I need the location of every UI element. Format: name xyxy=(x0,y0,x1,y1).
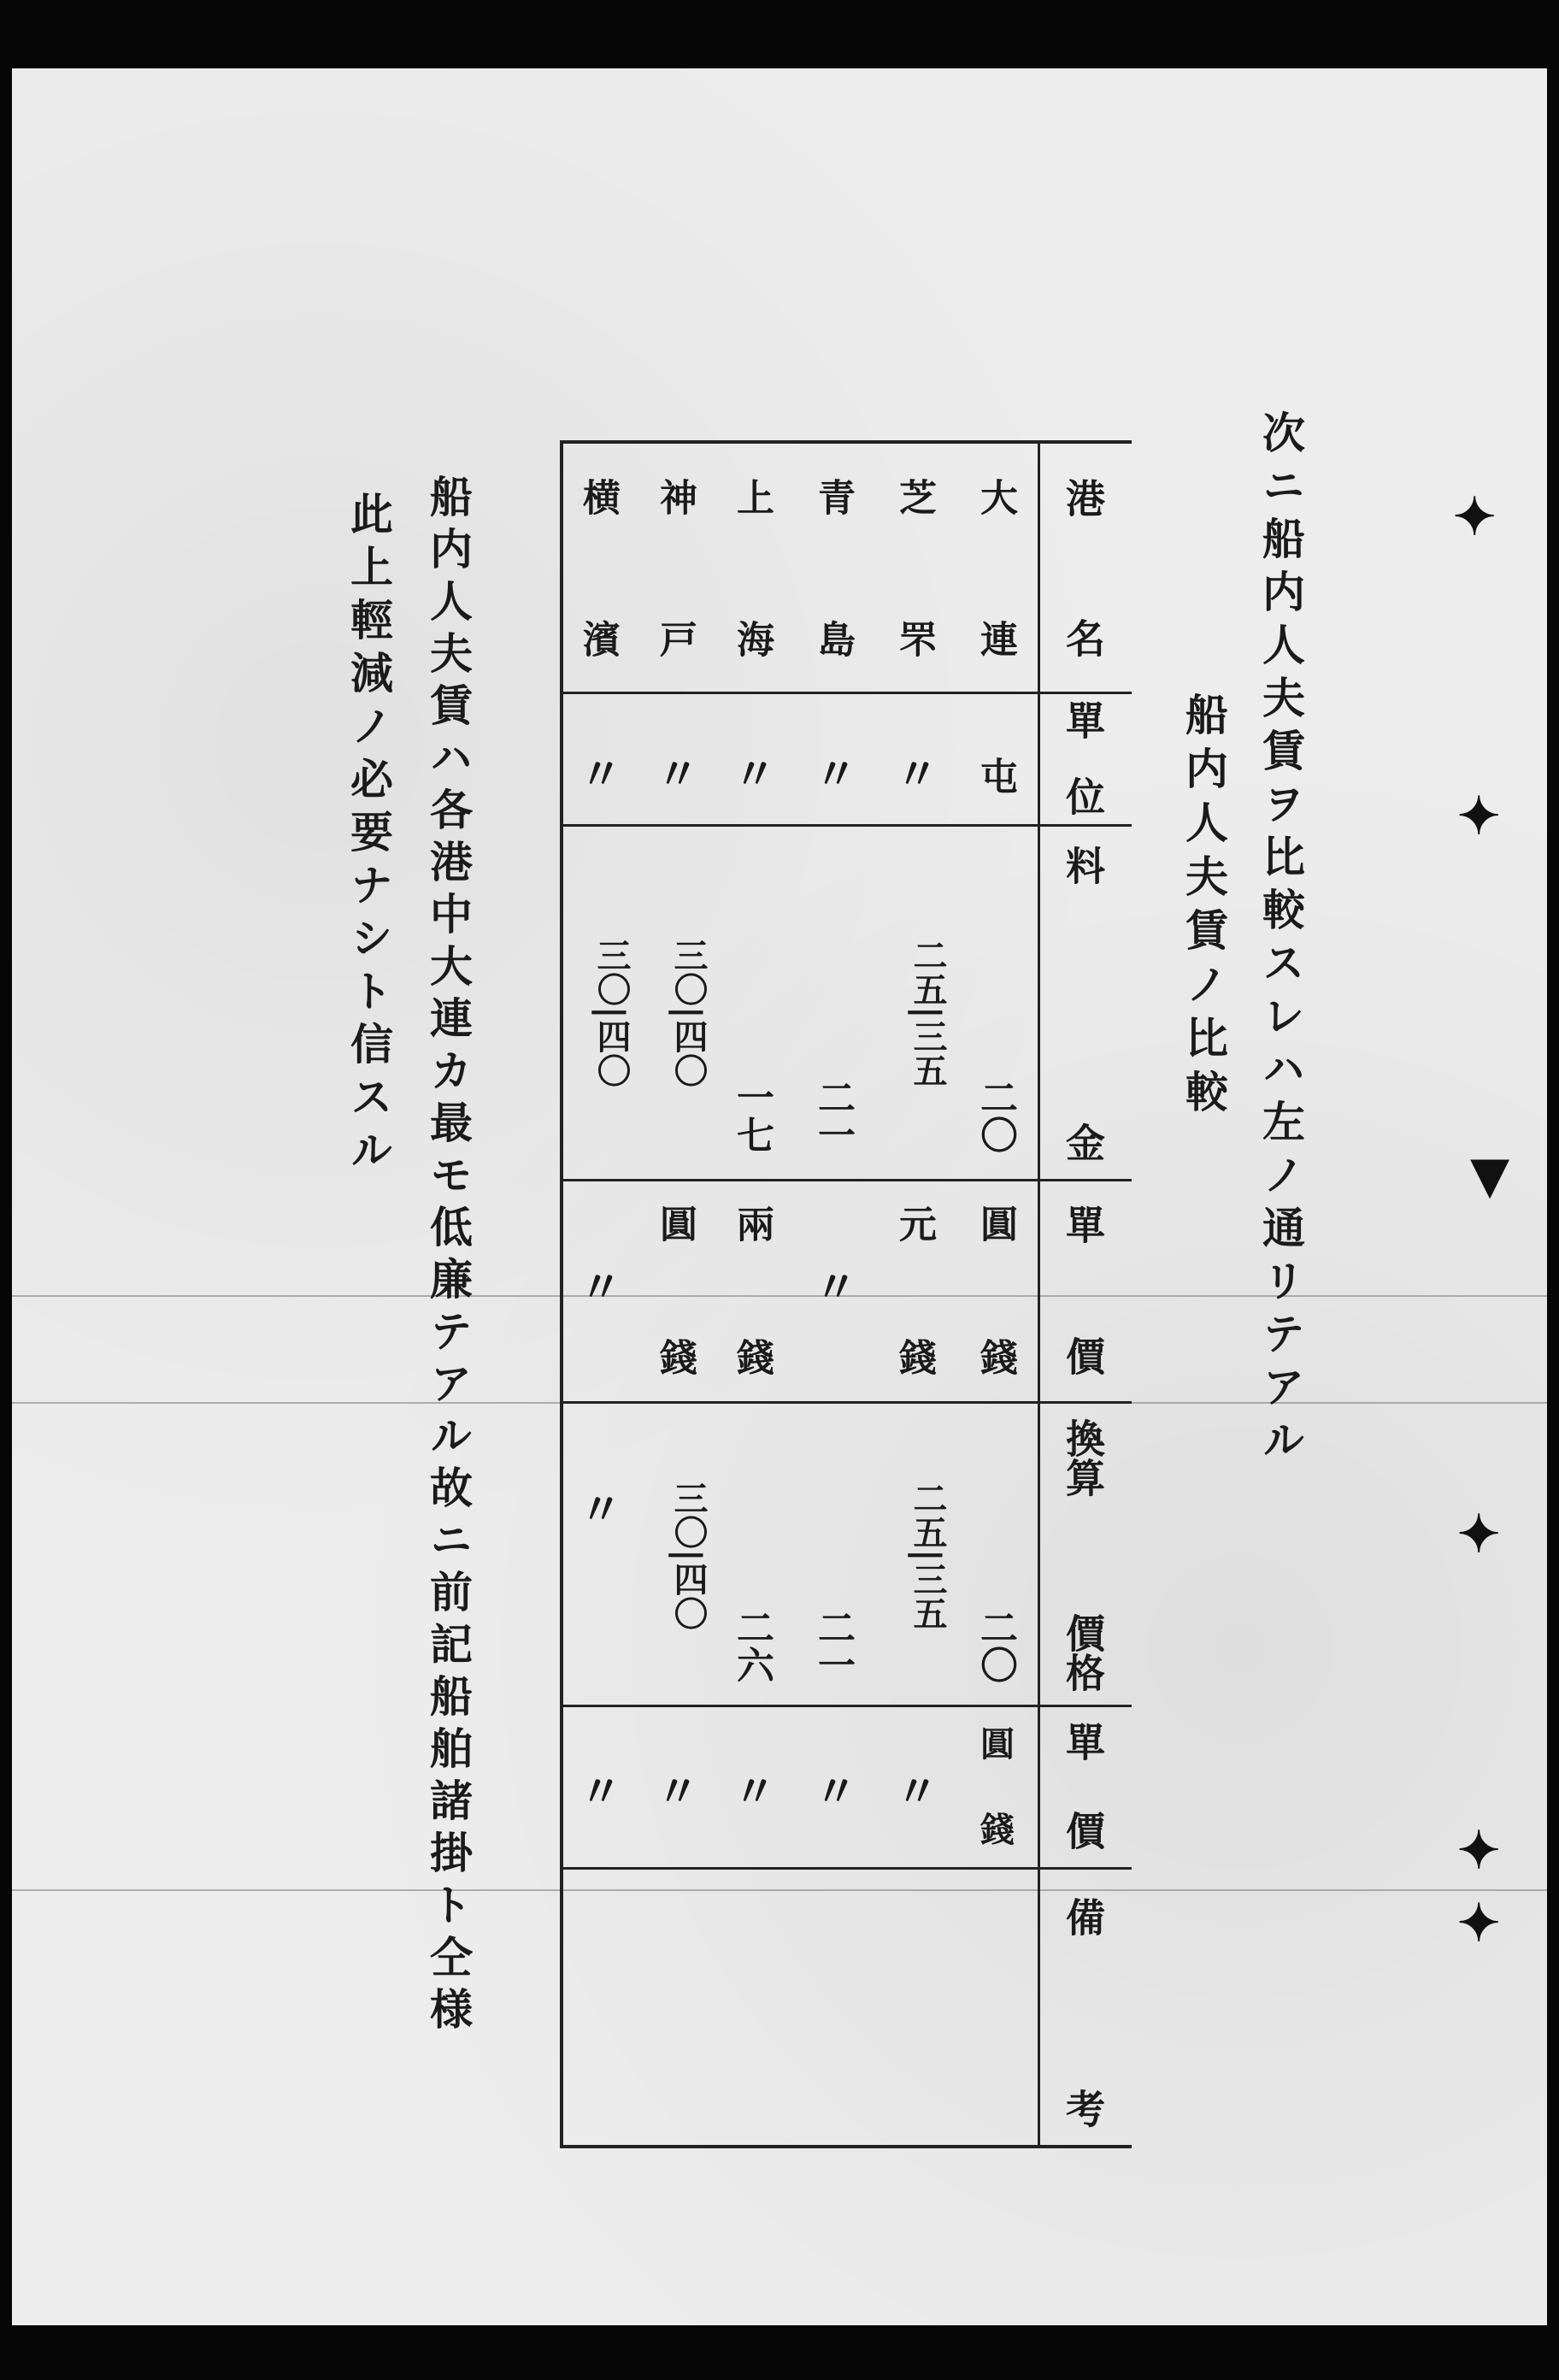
unit-cell: 〃 xyxy=(808,751,858,794)
unit-cell: 屯 xyxy=(974,757,1017,794)
fee-cell: 二五|三五 xyxy=(908,937,948,1087)
conclusion-line-2: 此上輕減ノ必要ナシト信スル xyxy=(344,492,394,1181)
conclusion-line-1: 船内人夫賃ハ各港中大連カ最モ低廉テアル故ニ前記船舶諸掛ト仝様 xyxy=(423,474,474,2039)
port-name: 上 xyxy=(730,478,774,515)
conv-unit-cell: 〃 xyxy=(889,1769,939,1812)
unit-cell: 〃 xyxy=(650,751,700,794)
unit-price-cell: 圓 xyxy=(653,1205,697,1242)
converted-cell: 二〇 xyxy=(974,1608,1017,1683)
fee-cell: 二〇 xyxy=(974,1078,1017,1153)
margin-mark: ✦ xyxy=(1457,786,1501,846)
conv-unit-cell: 〃 xyxy=(650,1769,700,1812)
header-unit: 單 位 xyxy=(1060,700,1106,816)
table-row xyxy=(794,444,871,2145)
table-title: 船内人夫賃ノ比較 xyxy=(1179,692,1229,1123)
converted-cell: 三〇|四〇 xyxy=(668,1480,709,1630)
unit-cell: 〃 xyxy=(727,751,777,794)
margin-mark: ✦ xyxy=(1457,1505,1501,1564)
header-separator xyxy=(1038,444,1040,2145)
conv-unit-cell: 〃 xyxy=(727,1769,777,1812)
converted-cell: 〃 xyxy=(573,1487,623,1529)
header-conv-unit: 單 價 xyxy=(1060,1722,1106,1850)
unit-price-cell: 元 xyxy=(892,1205,936,1242)
unit-price-cell: 〃 xyxy=(573,1264,623,1307)
table-row xyxy=(713,444,790,2145)
port-name: 芝 xyxy=(892,478,936,515)
margin-mark: ✦ xyxy=(1457,1821,1501,1881)
conv-unit-cell: 〃 xyxy=(573,1769,623,1812)
fee-cell: 二一 xyxy=(811,1078,855,1153)
port-name: 海 xyxy=(730,620,774,657)
table-row xyxy=(559,444,636,2145)
converted-cell: 二一 xyxy=(811,1608,855,1683)
converted-cell: 二五|三五 xyxy=(908,1480,948,1630)
intro-text: 次ニ船内人夫賃ヲ比較スレハ左ノ通リテアル xyxy=(1256,410,1306,1470)
fee-cell: 三〇|四〇 xyxy=(591,937,632,1087)
unit-price-cell: 錢 xyxy=(730,1338,774,1376)
fee-cell: 一七 xyxy=(730,1078,774,1153)
port-name: 濱 xyxy=(576,620,620,657)
table-row xyxy=(636,444,713,2145)
header-converted: 換算 價格 xyxy=(1060,1418,1106,1692)
header-unit-price: 單 價 xyxy=(1060,1205,1106,1376)
unit-cell: 〃 xyxy=(889,751,939,794)
conv-unit-cell: 錢 xyxy=(974,1812,1015,1846)
converted-cell: 二六 xyxy=(730,1608,774,1683)
header-remarks: 備 考 xyxy=(1060,1897,1106,2128)
table-row xyxy=(956,444,1033,2145)
margin-mark: ✦ xyxy=(1453,487,1497,547)
unit-price-cell: 錢 xyxy=(974,1338,1017,1376)
unit-price-cell: 錢 xyxy=(653,1338,697,1376)
unit-price-cell: 〃 xyxy=(808,1264,858,1307)
port-name: 罘 xyxy=(892,620,936,657)
port-name: 青 xyxy=(811,478,855,515)
conv-unit-cell: 〃 xyxy=(808,1769,858,1812)
unit-price-cell: 圓 xyxy=(974,1205,1017,1242)
port-name: 島 xyxy=(811,620,855,657)
unit-price-cell: 錢 xyxy=(892,1338,936,1376)
header-port: 港 名 xyxy=(1060,478,1106,657)
unit-price-cell: 兩 xyxy=(730,1205,774,1242)
port-name: 横 xyxy=(576,478,620,515)
header-fee: 料 金 xyxy=(1060,845,1106,1162)
unit-cell: 〃 xyxy=(573,751,623,794)
margin-mark: ✦ xyxy=(1457,1894,1501,1953)
port-name: 大 xyxy=(974,478,1017,515)
port-name: 神 xyxy=(653,478,697,515)
fee-cell: 三〇|四〇 xyxy=(668,937,709,1087)
comparison-table xyxy=(560,440,1132,2148)
margin-mark: ▼ xyxy=(1470,1146,1510,1205)
port-name: 戸 xyxy=(653,620,697,657)
conv-unit-cell: 圓 xyxy=(974,1726,1015,1760)
table-row xyxy=(875,444,952,2145)
port-name: 連 xyxy=(974,620,1017,657)
